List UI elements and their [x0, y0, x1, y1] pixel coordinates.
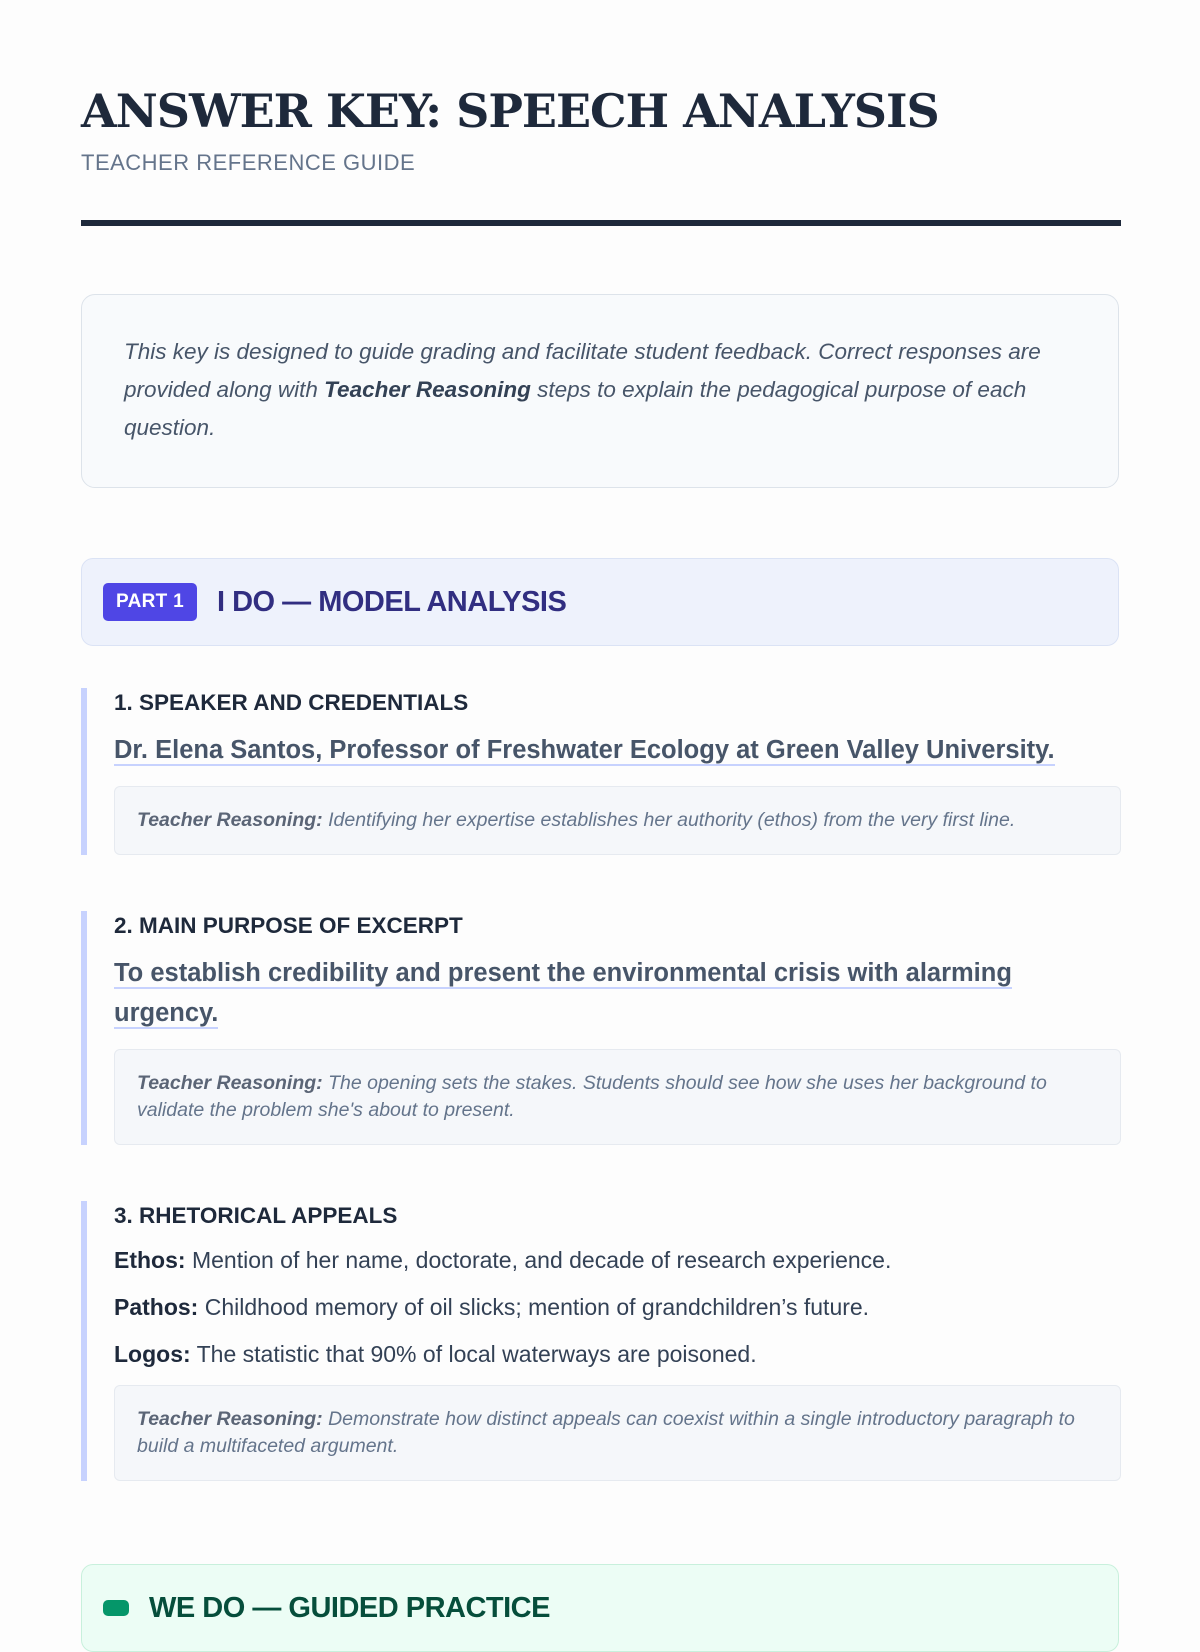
question-1: [81, 688, 1121, 855]
question-2-label: 2. MAIN PURPOSE OF EXCERPT: [114, 913, 463, 938]
appeal-pathos: [114, 1292, 1121, 1322]
appeal-logos: [114, 1339, 1121, 1369]
part-1-title: I DO — MODEL ANALYSIS: [216, 585, 567, 618]
part-2-badge: [103, 1600, 129, 1616]
intro-note: [81, 294, 1119, 488]
question-1-answer: [114, 730, 1121, 770]
reasoning-label: Teacher Reasoning:: [137, 1408, 323, 1430]
question-2: [81, 911, 1121, 1145]
question-2-answer: [114, 953, 1121, 1033]
part-2-banner: [81, 1564, 1119, 1652]
page-title: ANSWER KEY: SPEECH ANALYSIS: [81, 84, 939, 138]
reasoning-label: Teacher Reasoning:: [137, 1072, 323, 1094]
page-subtitle: TEACHER REFERENCE GUIDE: [81, 150, 416, 175]
appeal-ethos: [114, 1245, 1121, 1275]
question-1-label: 1. SPEAKER AND CREDENTIALS: [114, 690, 469, 715]
intro-emphasis: Teacher Reasoning: [324, 377, 531, 402]
question-1-answer-text: Dr. Elena Santos, Professor of Freshwater Ecology at Green Valley University.: [114, 736, 1055, 764]
appeal-pathos-text: Childhood memory of oil slicks; mention of grandchildren’s future.: [198, 1294, 870, 1320]
appeal-logos-text: The statistic that 90% of local waterways are poisoned.: [190, 1341, 757, 1367]
appeal-pathos-label: Pathos:: [114, 1294, 199, 1320]
question-2-reasoning-text: The opening sets the stakes. Students should see how she uses her background to validate the problem she's about to present.: [137, 1072, 1047, 1121]
reasoning-label: Teacher Reasoning:: [137, 809, 323, 831]
intro-text-start: This key is designed to guide grading and facilitate student feedback. Correct responses are provided along with: [124, 339, 1041, 402]
question-3-label: 3. RHETORICAL APPEALS: [114, 1203, 398, 1228]
question-2-answer-text: To establish credibility and present the environmental crisis with alarming urgency.: [114, 959, 1012, 1027]
part-1-badge: PART 1: [103, 583, 197, 621]
part-1-banner: [81, 558, 1119, 646]
question-1-reasoning-text: Identifying her expertise establishes her authority (ethos) from the very first line.: [322, 809, 1016, 831]
appeal-logos-label: Logos:: [114, 1341, 191, 1367]
question-3-reasoning-text: Demonstrate how distinct appeals can coexist within a single introductory paragraph to build a multifaceted argument.: [137, 1408, 1075, 1457]
question-1-reasoning: [114, 786, 1121, 855]
part-2-title: WE DO — GUIDED PRACTICE: [149, 1591, 550, 1624]
appeal-ethos-text: Mention of her name, doctorate, and decade of research experience.: [185, 1247, 892, 1273]
intro-text-end: steps to explain the pedagogical purpose of each question.: [124, 377, 1027, 440]
question-3: [81, 1201, 1121, 1481]
header-divider: [81, 220, 1121, 226]
question-3-reasoning: [114, 1385, 1121, 1481]
appeal-ethos-label: Ethos:: [114, 1247, 186, 1273]
question-2-reasoning: [114, 1049, 1121, 1145]
